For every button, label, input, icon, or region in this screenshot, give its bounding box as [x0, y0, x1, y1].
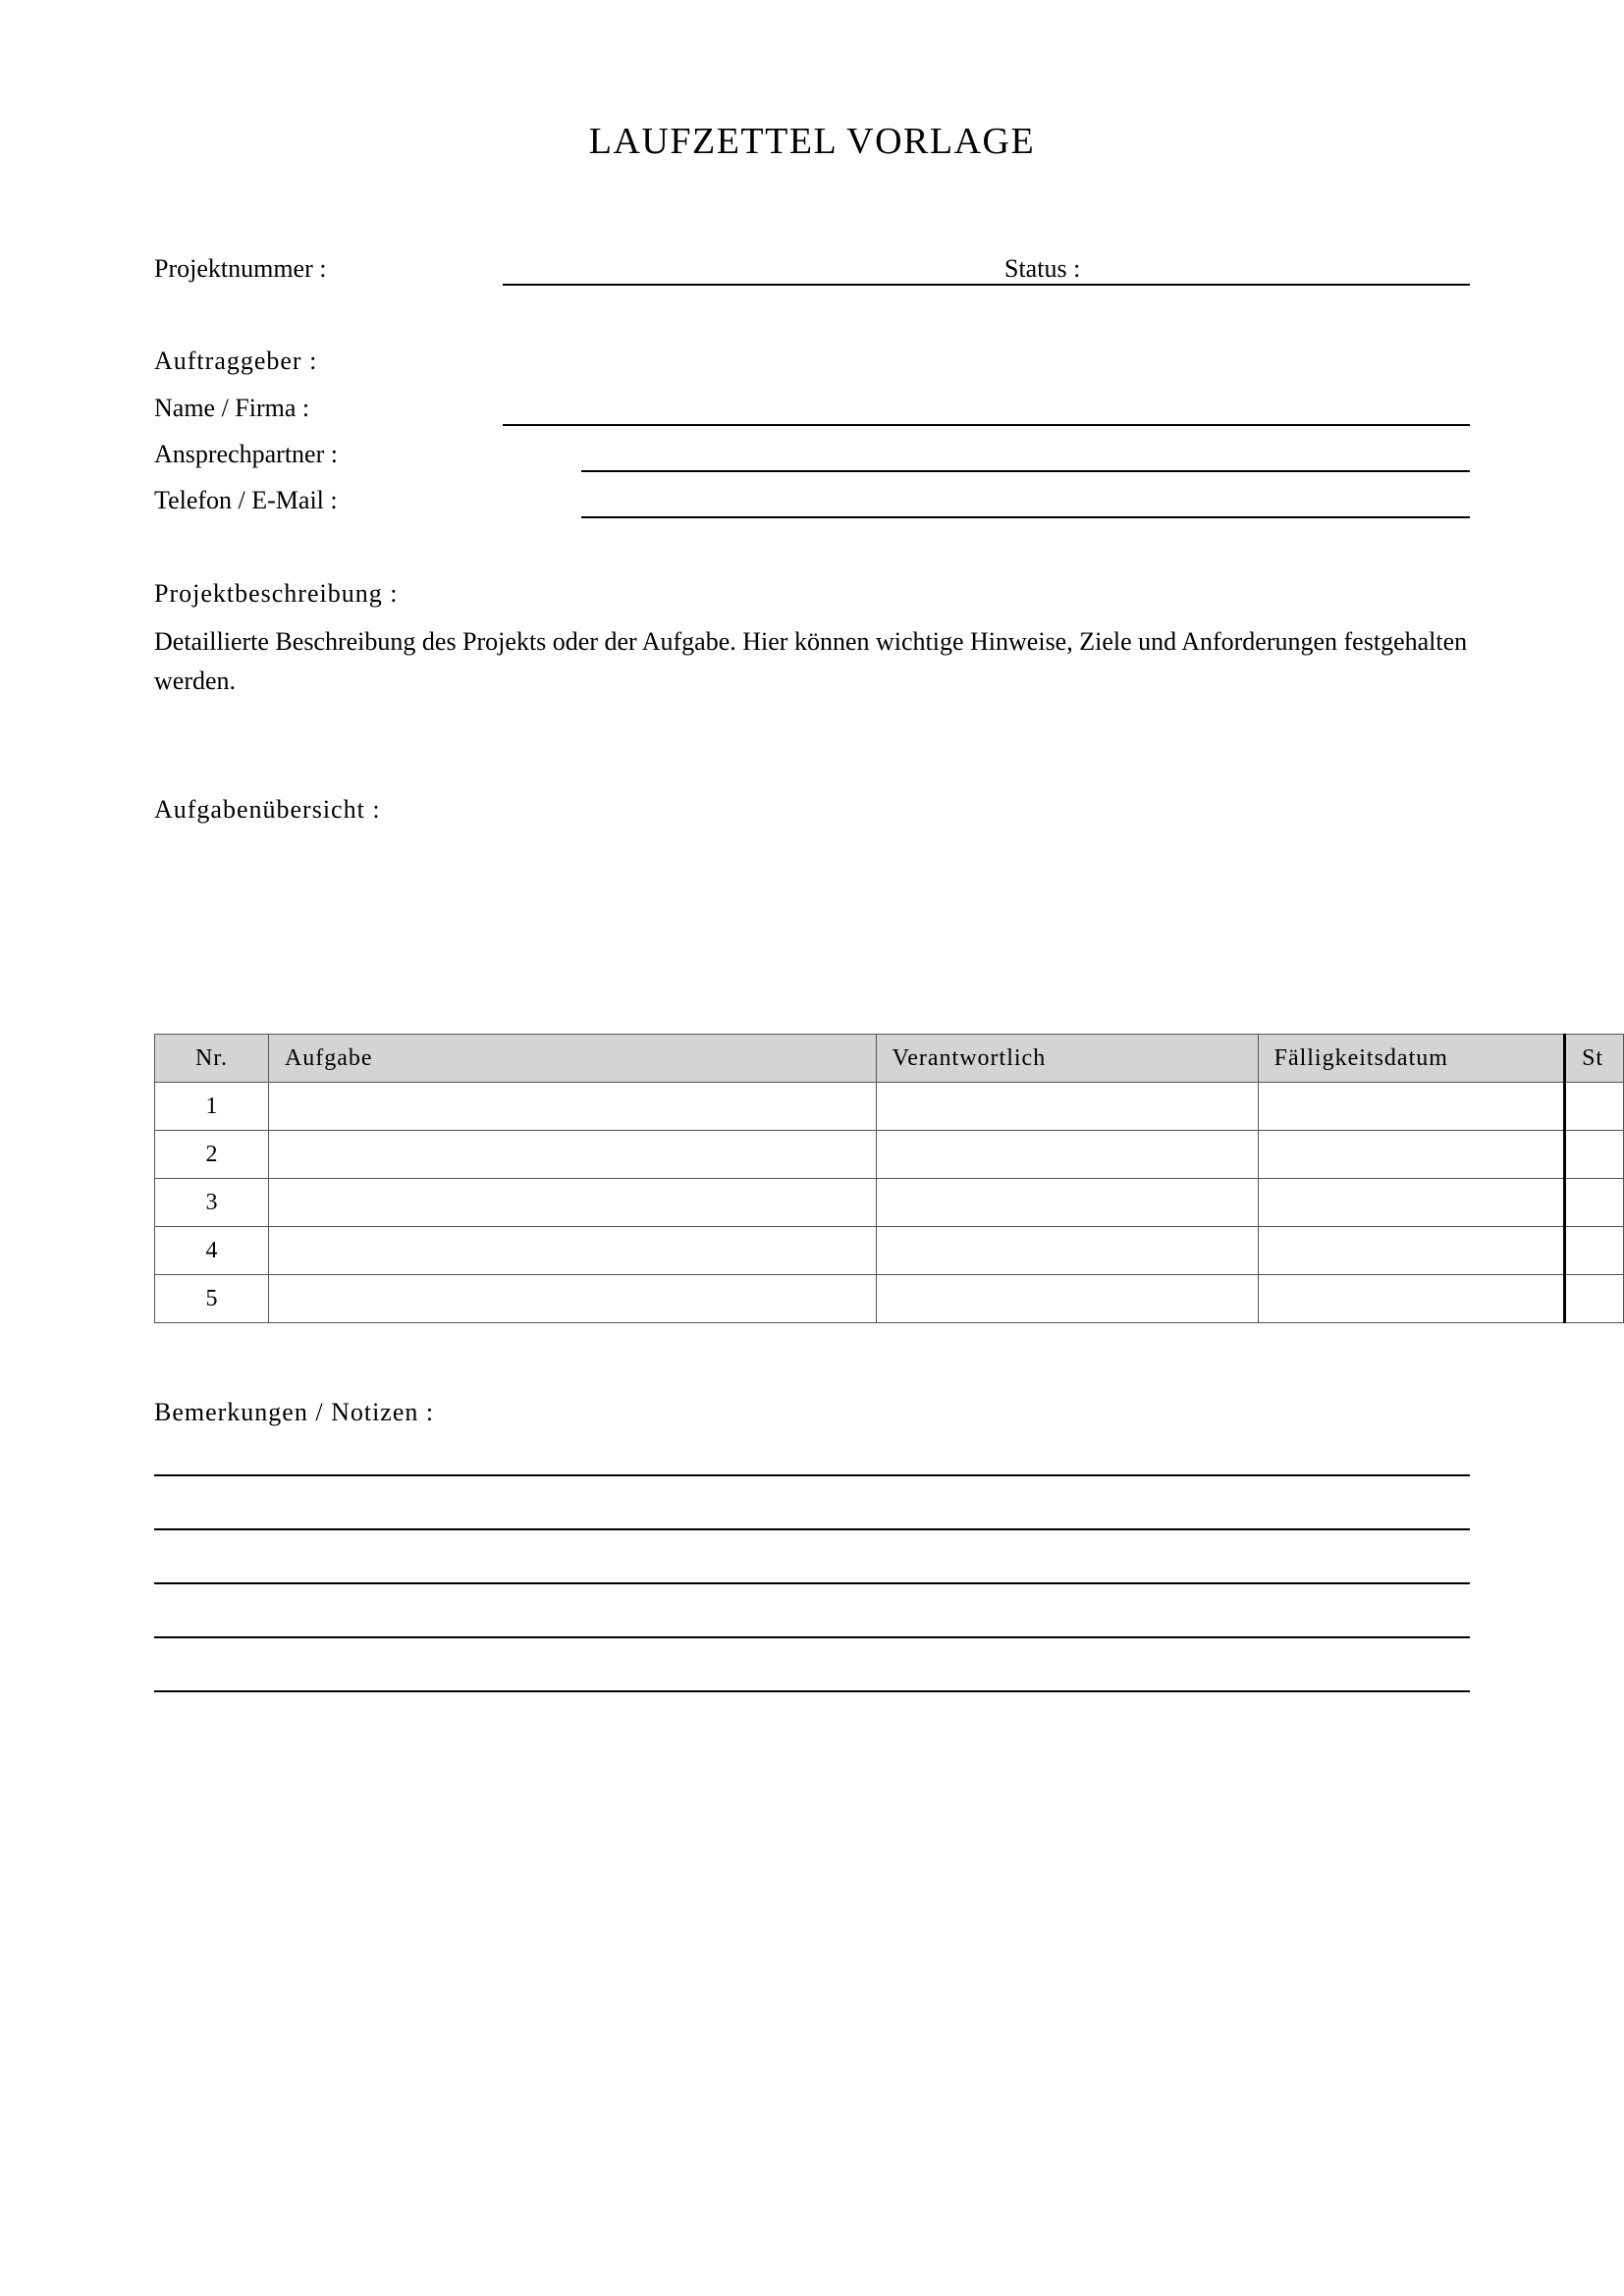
notes-line[interactable] — [154, 1582, 1470, 1584]
row-number: 4 — [155, 1227, 269, 1275]
column-header-nr: Nr. — [155, 1035, 269, 1083]
projektbeschreibung-heading: Projektbeschreibung : — [154, 579, 399, 608]
aufgabe-cell[interactable] — [268, 1131, 876, 1179]
table-row — [155, 1083, 1624, 1131]
row-number: 3 — [155, 1179, 269, 1227]
notes-line[interactable] — [154, 1690, 1470, 1692]
telefon-email-label: Telefon / E-Mail : — [154, 486, 338, 514]
table-row — [155, 1179, 1624, 1227]
column-header-faelligkeitsdatum: Fälligkeitsdatum — [1258, 1035, 1564, 1083]
telefon-email-line[interactable] — [581, 516, 1470, 518]
row-number: 5 — [155, 1275, 269, 1323]
projektnummer-status-line[interactable] — [503, 284, 1470, 286]
aufgabe-cell[interactable] — [268, 1227, 876, 1275]
row-number: 1 — [155, 1083, 269, 1131]
table-row — [155, 1227, 1624, 1275]
table-row — [155, 1131, 1624, 1179]
auftraggeber-heading: Auftraggeber : — [154, 347, 318, 375]
faelligkeit-cell[interactable] — [1258, 1179, 1564, 1227]
bemerkungen-heading: Bemerkungen / Notizen : — [154, 1398, 435, 1426]
status-cell[interactable] — [1565, 1179, 1624, 1227]
column-header-verantwortlich: Verantwortlich — [876, 1035, 1258, 1083]
page-title: LAUFZETTEL VORLAGE — [588, 121, 1036, 162]
faelligkeit-cell[interactable] — [1258, 1083, 1564, 1131]
status-cell[interactable] — [1565, 1131, 1624, 1179]
verantwortlich-cell[interactable] — [876, 1179, 1258, 1227]
projektnummer-label: Projektnummer : — [154, 254, 327, 283]
ansprechpartner-line[interactable] — [581, 470, 1470, 472]
verantwortlich-cell[interactable] — [876, 1083, 1258, 1131]
status-cell[interactable] — [1565, 1275, 1624, 1323]
projektbeschreibung-text: Detaillierte Beschreibung des Projekts oder der Aufgabe. Hier können wichtige Hinweise, Ziele und Anforderungen festgehalten werden. — [154, 627, 1468, 695]
name-firma-label: Name / Firma : — [154, 394, 310, 422]
name-firma-line[interactable] — [503, 424, 1470, 426]
verantwortlich-cell[interactable] — [876, 1131, 1258, 1179]
status-cell[interactable] — [1565, 1227, 1624, 1275]
verantwortlich-cell[interactable] — [876, 1227, 1258, 1275]
verantwortlich-cell[interactable] — [876, 1275, 1258, 1323]
faelligkeit-cell[interactable] — [1258, 1131, 1564, 1179]
column-header-status: St — [1565, 1035, 1624, 1083]
aufgabenuebersicht-heading: Aufgabenübersicht : — [154, 795, 381, 824]
status-label: Status : — [1004, 254, 1081, 283]
faelligkeit-cell[interactable] — [1258, 1275, 1564, 1323]
faelligkeit-cell[interactable] — [1258, 1227, 1564, 1275]
table-header-row — [155, 1035, 1624, 1083]
notes-line[interactable] — [154, 1474, 1470, 1476]
column-header-aufgabe: Aufgabe — [268, 1035, 876, 1083]
tasks-table — [154, 1034, 1624, 1323]
aufgabe-cell[interactable] — [268, 1179, 876, 1227]
notes-line[interactable] — [154, 1528, 1470, 1530]
ansprechpartner-label: Ansprechpartner : — [154, 440, 338, 468]
row-number: 2 — [155, 1131, 269, 1179]
aufgabe-cell[interactable] — [268, 1275, 876, 1323]
notes-line[interactable] — [154, 1636, 1470, 1638]
table-row — [155, 1275, 1624, 1323]
status-cell[interactable] — [1565, 1083, 1624, 1131]
aufgabe-cell[interactable] — [268, 1083, 876, 1131]
